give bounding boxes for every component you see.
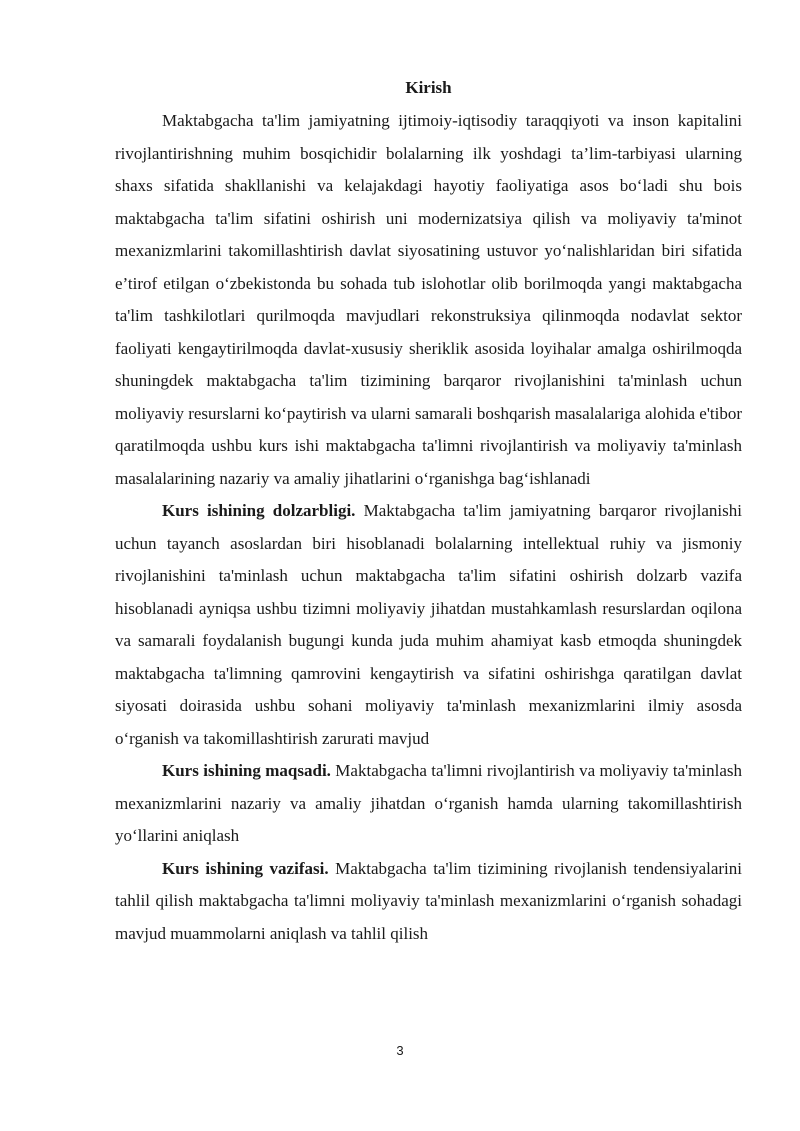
paragraph-lead: Kurs ishining maqsadi. — [162, 761, 331, 780]
paragraph-goal — [115, 755, 742, 853]
paragraph-lead: Kurs ishining dolzarbligi. — [162, 501, 356, 520]
document-body — [115, 76, 742, 950]
paragraph-text: Maktabgacha ta'limni rivojlantirish va moliyaviy ta'minlash mexanizmlarini nazariy va amaliy jihatdan o‘rganish hamda ularning takomillashtirish yo‘llarini aniqlash — [115, 761, 742, 845]
paragraph-tasks — [115, 853, 742, 951]
paragraph-intro — [115, 105, 742, 495]
paragraph-text: Maktabgacha ta'lim jamiyatning barqaror rivojlanishi uchun tayanch asoslardan biri hisoblanadi bolalarning intellektual ruhiy va jismoniy rivojlanishini ta'minlash uchun maktabgacha ta'lim sifatini oshirish dolzarb vazifa hisoblanadi ayniqsa ushbu tizimni moliyaviy jihatdan mustahkamlash resurslardan oqilona va samarali foydalanish bugungi kunda juda muhim ahamiyat kasb etmoqda shuningdek maktabgacha ta'limning qamrovini kengaytirish va sifatini oshirishga qaratilgan davlat siyosati doirasida ushbu sohani moliyaviy ta'minlash mexanizmlarini ilmiy asosda o‘rganish va takomillashtirish zarurati mavjud — [115, 501, 742, 748]
paragraph-relevance — [115, 495, 742, 755]
page-number: 3 — [396, 1043, 404, 1058]
section-title: Kirish — [405, 78, 452, 97]
paragraph-text: Maktabgacha ta'lim tizimining rivojlanish tendensiyalarini tahlil qilish maktabgacha ta'limni moliyaviy ta'minlash mexanizmlarini o‘rganish sohadagi mavjud muammolarni aniqlash va tahlil qilish — [115, 858, 742, 943]
paragraph-text: Maktabgacha ta'lim jamiyatning ijtimoiy-iqtisodiy taraqqiyoti va inson kapitalini rivojlantirishning muhim bosqichidir bolalarning ilk yoshdagi ta’lim-tarbiyasi ularning shaxs sifatida shakllanishi va kelajakdagi hayotiy faoliyatiga asos bo‘ladi shu bois maktabgacha ta'lim sifatini oshirish uni modernizatsiya qilish va moliyaviy ta'minot mexanizmlarini takomillashtirish davlat siyosatining ustuvor yo‘nalishlaridan biri sifatida e’tirof etilgan o‘zbekistonda bu sohada tub islohotlar olib borilmoqda yangi maktabgacha ta'lim tashkilotlari qurilmoqda mavjudlari rekonstruksiya qilinmoqda nodavlat sektor faoliyati kengaytirilmoqda davlat-xususiy sheriklik asosida loyihalar amalga oshirilmoqda shuningdek maktabgacha ta'lim tizimining barqaror rivojlanishini ta'minlash uchun moliyaviy resurslarni ko‘paytirish va ularni samarali boshqarish masalalariga alohida e'tibor qaratilmoqda ushbu kurs ishi maktabgacha ta'limni rivojlantirish va moliyaviy ta'minlash masalalarining nazariy va amaliy jihatlarini o‘rganishga bag‘ishlanadi — [115, 111, 742, 488]
paragraph-lead: Kurs ishining vazifasi. — [162, 858, 329, 878]
